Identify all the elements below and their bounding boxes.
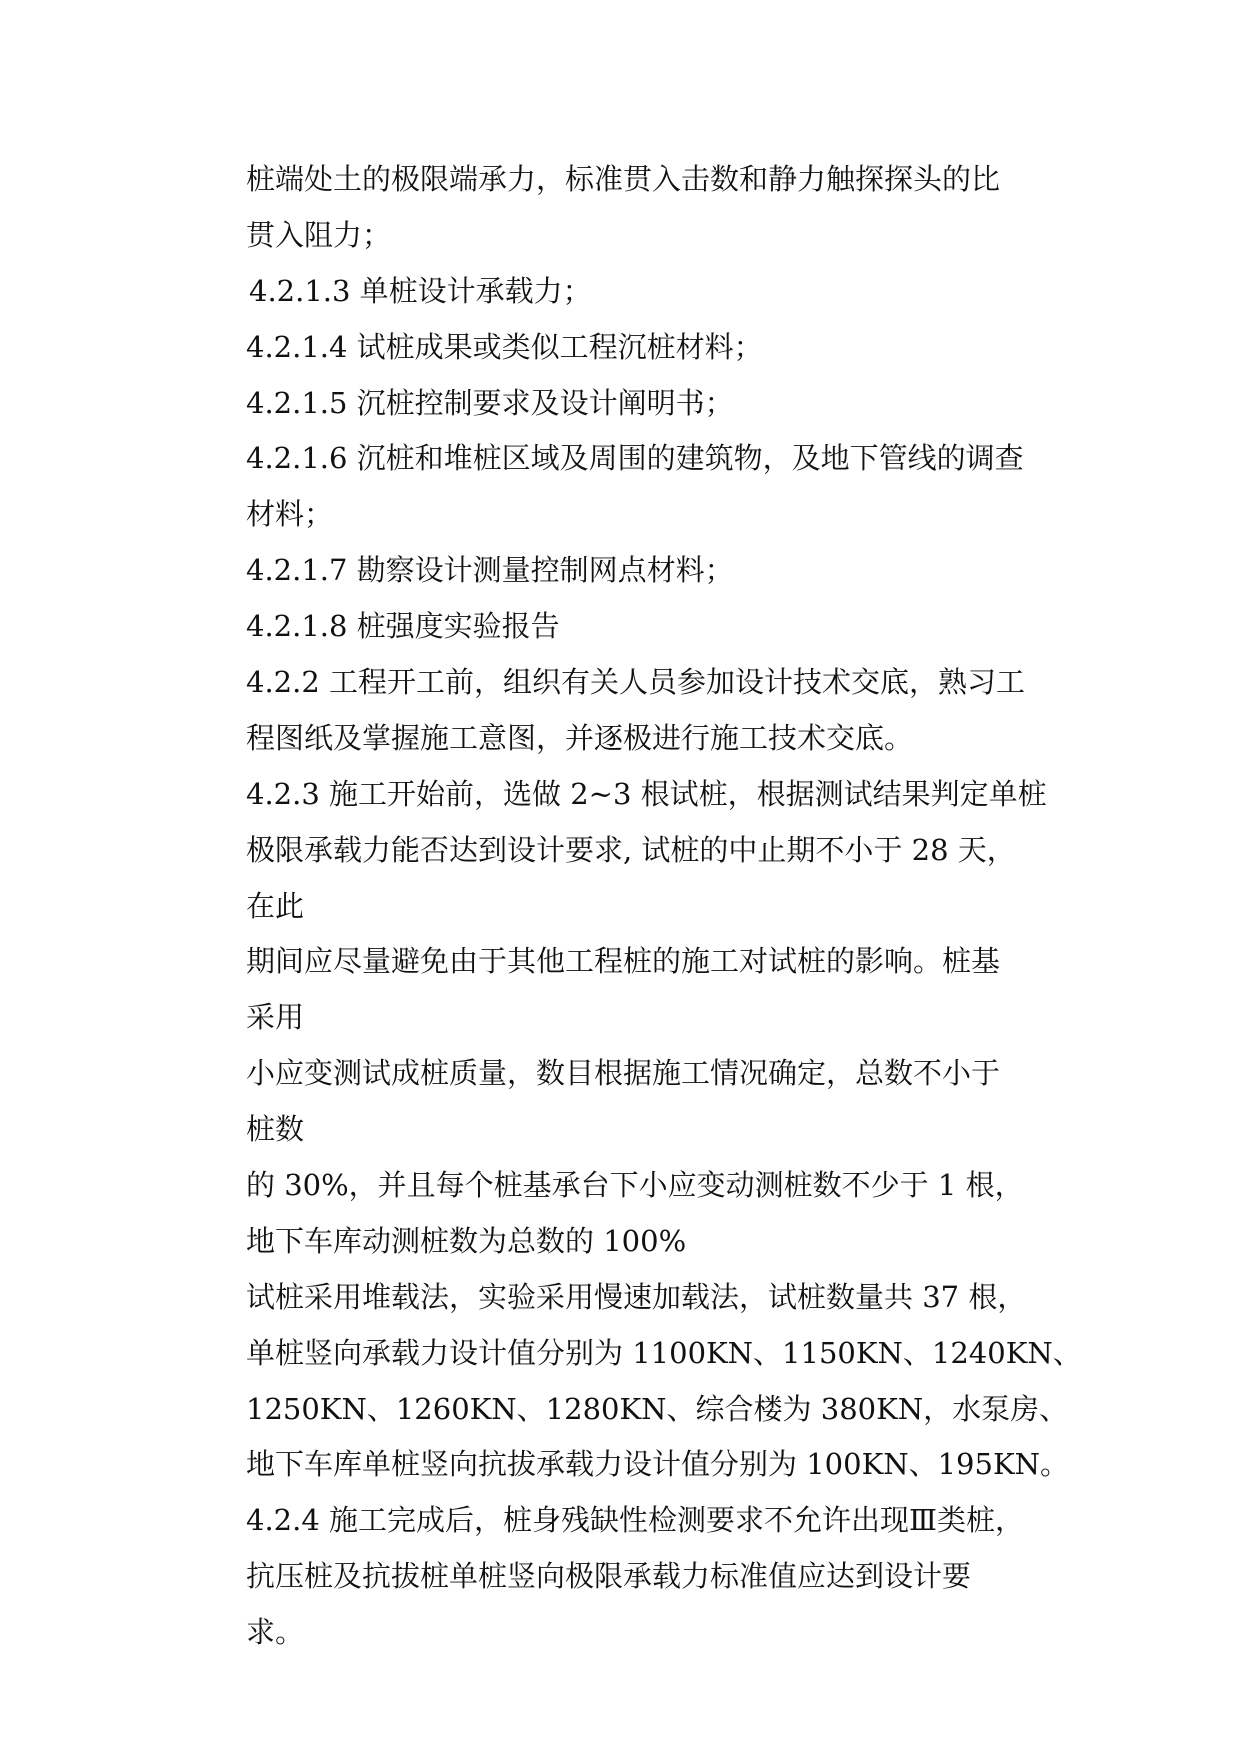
text-line: 桩端处土的极限端承力，标准贯入击数和静力触探探头的比 bbox=[246, 162, 1001, 196]
text-line: 采用 bbox=[246, 1000, 305, 1035]
text-line: 4.2.1.6 沉桩和堆桩区域及周围的建筑物，及地下管线的调查 bbox=[246, 441, 1024, 476]
text-line: 1250KN、1260KN、1280KN、综合楼为 380KN，水泵房、 bbox=[246, 1391, 1069, 1426]
text-line: 在此 bbox=[246, 888, 305, 923]
text-line: 的 30%，并且每个桩基承台下小应变动测桩数不少于 1 根， bbox=[246, 1168, 1024, 1203]
text-line: 桩数 bbox=[246, 1112, 305, 1147]
text-line: 贯入阻力； bbox=[246, 217, 392, 252]
text-line: 地下车库单桩竖向抗拔承载力设计值分别为 100KN、195KN。 bbox=[246, 1447, 1070, 1482]
text-line: 4.2.1.5 沉桩控制要求及设计阐明书； bbox=[246, 385, 734, 420]
text-line: 4.2.4 施工完成后，桩身残缺性检测要求不允许出现Ⅲ类桩， bbox=[246, 1503, 1024, 1538]
document-body bbox=[246, 152, 1082, 1661]
text-line: 4.2.1.8 桩强度实验报告 bbox=[246, 609, 560, 644]
text-line: 4.2.2 工程开工前，组织有关人员参加设计技术交底，熟习工 bbox=[246, 665, 1026, 700]
text-line: 求。 bbox=[246, 1615, 305, 1650]
text-line: 4.2.1.4 试桩成果或类似工程沉桩材料； bbox=[246, 329, 763, 364]
text-line: 地下车库动测桩数为总数的 100% bbox=[246, 1223, 687, 1258]
text-line: 试桩采用堆载法，实验采用慢速加载法，试桩数量共 37 根， bbox=[246, 1279, 1027, 1314]
text-line: 期间应尽量避免由于其他工程桩的施工对试桩的影响。桩基 bbox=[246, 944, 1001, 979]
text-line: 4.2.1.7 勘察设计测量控制网点材料； bbox=[246, 553, 734, 588]
text-line: 极限承载力能否达到设计要求, 试桩的中止期不小于 28 天， bbox=[246, 832, 1016, 867]
text-line: 4.2.1.3 单桩设计承载力； bbox=[249, 273, 592, 308]
text-line: 程图纸及掌握施工意图，并逐极进行施工技术交底。 bbox=[246, 720, 914, 755]
text-line: 抗压桩及抗拔桩单桩竖向极限承载力标准值应达到设计要 bbox=[246, 1559, 972, 1594]
text-line: 4.2.3 施工开始前，选做 2~3 根试桩，根据测试结果判定单桩 bbox=[246, 776, 1047, 811]
text-line: 材料； bbox=[246, 497, 334, 532]
text-line: 小应变测试成桩质量，数目根据施工情况确定，总数不小于 bbox=[246, 1056, 1001, 1091]
text-line: 单桩竖向承载力设计值分别为 1100KN、1150KN、1240KN、 bbox=[246, 1335, 1082, 1370]
